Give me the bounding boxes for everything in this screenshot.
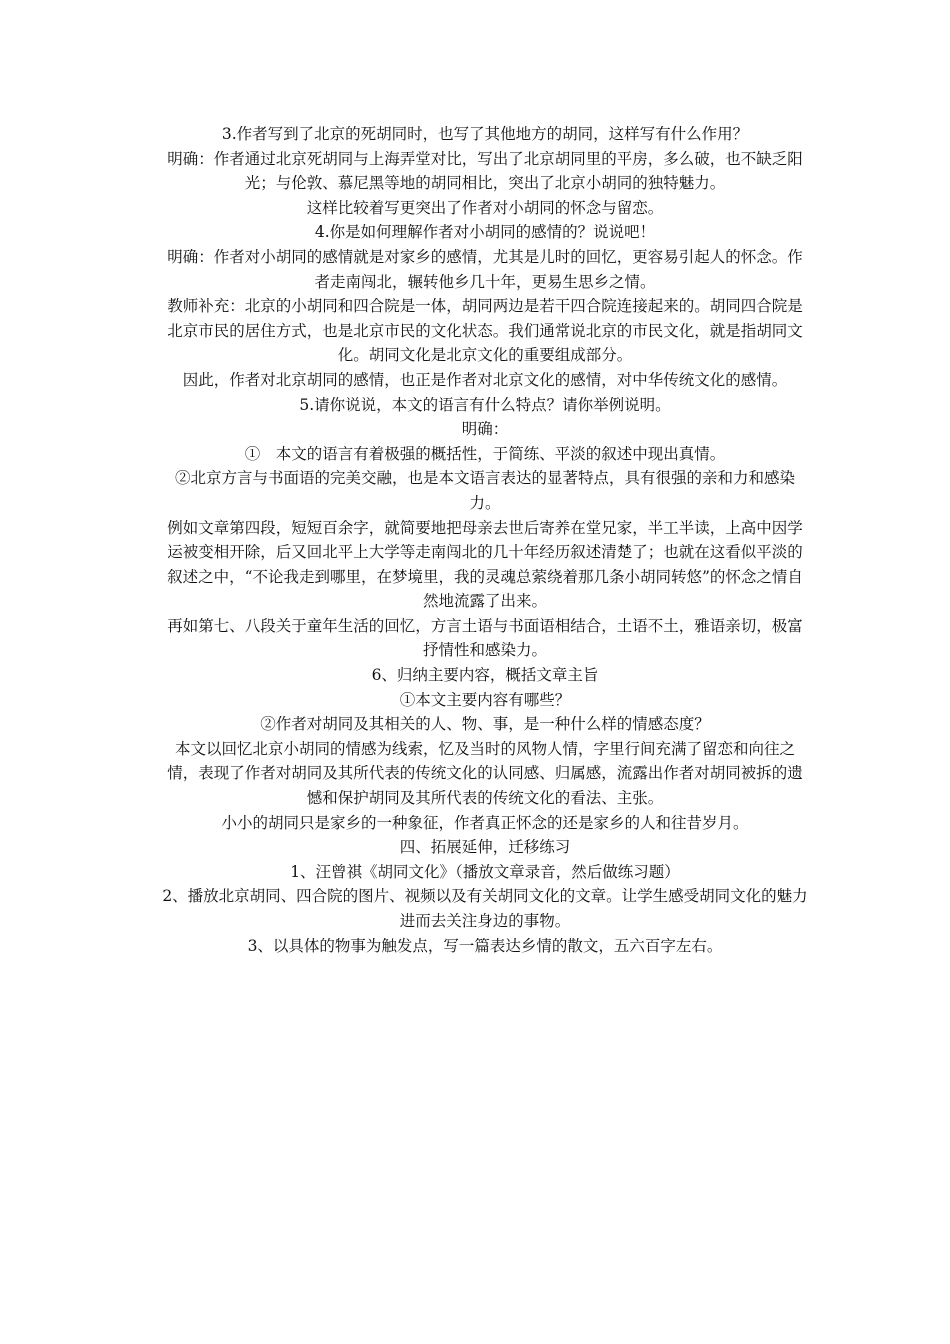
extension-item-2: 2、播放北京胡同、四合院的图片、视频以及有关胡同文化的文章。让学生感受胡同文化的魅力进而去关注身边的事物。 [162, 887, 808, 930]
section-4-heading: 四、拓展延伸，迁移练习 [399, 838, 571, 857]
question-5: 5.请你说说，本文的语言有什么特点？请你举例说明。 [299, 395, 671, 414]
example-paragraph-4: 例如文章第四段，短短百余字，就简要地把母亲去世后寄养在堂兄家，半工半读，上高中因学运被变相开除，后又回北平上大学等走南闯北的几十年经历叙述清楚了；也就在这看似平淡的叙述之中，“不论我走到哪里，在梦境里，我的灵魂总萦绕着那几条小胡同转悠”的怀念之情自然地流露了出来。 [167, 518, 803, 611]
question-3: 3.作者写到了北京的死胡同时，也写了其他地方的胡同，这样写有什么作用？ [221, 125, 749, 143]
section-6-question-2: ②作者对胡同及其相关的人、物、事，是一种什么样的情感态度？ [260, 715, 710, 734]
conclusion-paragraph: 因此，作者对北京胡同的感情，也正是作者对北京文化的感情，对中华传统文化的感情。 [182, 370, 788, 389]
answer-5-point-1: ① 本文的语言有着极强的概括性，于简练、平淡的叙述中现出真情。 [244, 444, 726, 463]
question-4: 4.你是如何理解作者对小胡同的感情的？说说吧！ [314, 223, 656, 242]
answer-4: 明确：作者对小胡同的感情就是对家乡的感情，尤其是儿时的回忆，更容易引起人的怀念。作者走南闯北，辗转他乡几十年，更易生思乡之情。 [167, 247, 803, 291]
answer-3-summary: 这样比较着写更突出了作者对小胡同的怀念与留恋。 [306, 198, 664, 217]
section-6-heading: 6、归纳主要内容，概括文章主旨 [371, 666, 599, 685]
answer-5-label: 明确： [461, 420, 509, 439]
extension-item-3: 3、以具体的物事为触发点，写一篇表达乡情的散文，五六百字左右。 [247, 936, 723, 955]
example-paragraphs-7-8: 再如第七、八段关于童年生活的回忆，方言土语与书面语相结合，土语不土，雅语亲切，极富抒情性和感染力。 [167, 616, 803, 660]
extension-item-1: 1、汪曾祺《胡同文化》（播放文章录音，然后做练习题） [290, 862, 680, 881]
document-body [160, 122, 810, 958]
answer-5-point-2: ②北京方言与书面语的完美交融，也是本文语言表达的显著特点，具有很强的亲和力和感染力。 [174, 469, 795, 512]
section-6-question-1: ①本文主要内容有哪些？ [399, 690, 571, 709]
symbol-paragraph: 小小的胡同只是家乡的一种象征，作者真正怀念的还是家乡的人和往昔岁月。 [221, 813, 749, 832]
teacher-supplement: 教师补充：北京的小胡同和四合院是一体，胡同两边是若干四合院连接起来的。胡同四合院是北京市民的居住方式，也是北京市民的文化状态。我们通常说北京的市民文化，就是指胡同文化。胡同文化是北京文化的重要组成部分。 [167, 297, 803, 365]
answer-3: 明确：作者通过北京死胡同与上海弄堂对比，写出了北京胡同里的平房，多么破，也不缺乏阳光；与伦敦、慕尼黑等地的胡同相比，突出了北京小胡同的独特魅力。 [167, 149, 803, 193]
main-idea-paragraph: 本文以回忆北京小胡同的情感为线索，忆及当时的风物人情，字里行间充满了留恋和向往之情，表现了作者对胡同及其所代表的传统文化的认同感、归属感，流露出作者对胡同被拆的遗憾和保护胡同及其所代表的传统文化的看法、主张。 [167, 739, 803, 808]
